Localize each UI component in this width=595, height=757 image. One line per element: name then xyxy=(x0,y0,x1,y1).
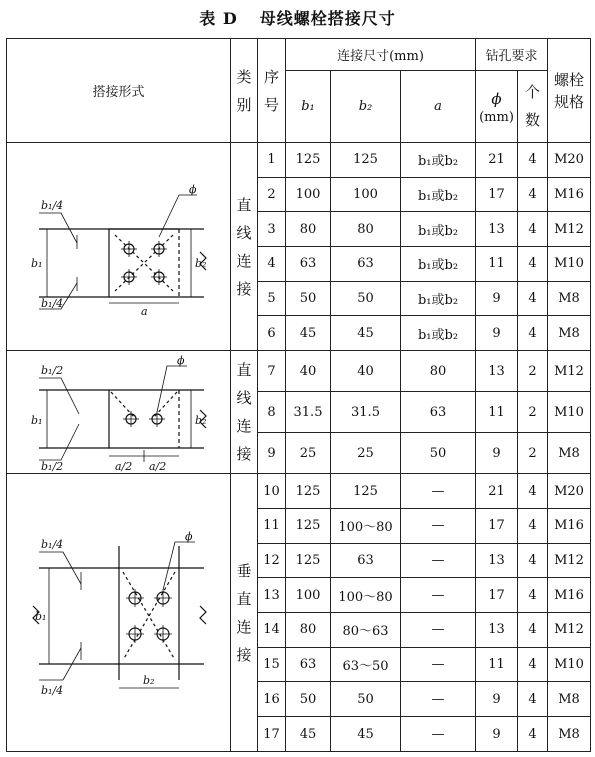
phi-cell: 9 xyxy=(476,682,518,717)
bolt-cell: M8 xyxy=(548,682,591,717)
a-cell: — xyxy=(401,717,476,752)
svg-text:b₂: b₂ xyxy=(194,256,206,270)
a-cell: b₁或b₂ xyxy=(401,247,476,282)
count-cell: 4 xyxy=(518,247,548,282)
busbar-bolt-table xyxy=(6,38,591,752)
b2-cell: 45 xyxy=(331,316,401,351)
b1-cell: 125 xyxy=(286,143,331,178)
bolt-cell: M16 xyxy=(548,509,591,544)
seq-cell: 5 xyxy=(258,281,286,316)
a-cell: 50 xyxy=(401,433,476,474)
svg-text:b₁: b₁ xyxy=(34,609,46,623)
svg-text:ϕ: ϕ xyxy=(188,182,196,196)
straight-joint-2-bolt-diagram xyxy=(19,352,219,472)
bolt-cell: M8 xyxy=(548,717,591,752)
bolt-cell: M8 xyxy=(548,281,591,316)
table-row xyxy=(7,143,591,178)
header-count: 个数 xyxy=(518,70,548,142)
svg-text:b₁/4: b₁/4 xyxy=(40,198,63,212)
seq-cell: 16 xyxy=(258,682,286,717)
bolt-cell: M12 xyxy=(548,613,591,648)
b1-cell: 63 xyxy=(286,647,331,682)
seq-cell: 4 xyxy=(258,247,286,282)
a-cell: b₁或b₂ xyxy=(401,212,476,247)
b2-cell: 50 xyxy=(331,682,401,717)
table-code: 表 D xyxy=(199,9,238,28)
category-cell: 垂直连接 xyxy=(231,474,258,752)
seq-cell: 12 xyxy=(258,543,286,578)
count-cell: 4 xyxy=(518,682,548,717)
seq-cell: 9 xyxy=(258,433,286,474)
b1-cell: 63 xyxy=(286,247,331,282)
count-cell: 2 xyxy=(518,433,548,474)
count-cell: 4 xyxy=(518,474,548,509)
b1-cell: 25 xyxy=(286,433,331,474)
count-cell: 4 xyxy=(518,613,548,648)
seq-cell: 15 xyxy=(258,647,286,682)
count-cell: 4 xyxy=(518,143,548,178)
a-cell: — xyxy=(401,509,476,544)
svg-text:b₁/4: b₁/4 xyxy=(40,537,63,551)
svg-text:b₁/4: b₁/4 xyxy=(40,683,63,697)
b2-cell: 63 xyxy=(331,543,401,578)
phi-cell: 11 xyxy=(476,392,518,433)
b1-cell: 125 xyxy=(286,509,331,544)
b2-cell: 25 xyxy=(331,433,401,474)
count-cell: 4 xyxy=(518,316,548,351)
b2-cell: 80 xyxy=(331,212,401,247)
count-cell: 4 xyxy=(518,177,548,212)
b1-cell: 40 xyxy=(286,351,331,392)
phi-cell: 13 xyxy=(476,351,518,392)
a-cell: — xyxy=(401,543,476,578)
seq-cell: 3 xyxy=(258,212,286,247)
phi-cell: 17 xyxy=(476,509,518,544)
seq-cell: 11 xyxy=(258,509,286,544)
b2-cell: 100 xyxy=(331,177,401,212)
b1-cell: 45 xyxy=(286,316,331,351)
bolt-cell: M10 xyxy=(548,392,591,433)
b2-cell: 100～80 xyxy=(331,578,401,613)
bolt-cell: M10 xyxy=(548,247,591,282)
a-cell: — xyxy=(401,474,476,509)
b2-cell: 125 xyxy=(331,143,401,178)
perpendicular-joint-diagram xyxy=(19,528,219,698)
b1-cell: 100 xyxy=(286,177,331,212)
a-cell: b₁或b₂ xyxy=(401,143,476,178)
table-title xyxy=(0,6,595,29)
svg-text:a/2: a/2 xyxy=(148,460,166,473)
phi-cell: 11 xyxy=(476,647,518,682)
svg-text:a: a xyxy=(140,304,148,317)
bolt-cell: M20 xyxy=(548,474,591,509)
joint-diagram-cell xyxy=(7,351,231,474)
phi-cell: 9 xyxy=(476,281,518,316)
a-cell: — xyxy=(401,613,476,648)
b1-cell: 125 xyxy=(286,474,331,509)
b2-cell: 40 xyxy=(331,351,401,392)
phi-cell: 9 xyxy=(476,717,518,752)
b2-cell: 63～50 xyxy=(331,647,401,682)
header-form: 搭接形式 xyxy=(7,39,231,143)
phi-cell: 17 xyxy=(476,578,518,613)
b1-cell: 80 xyxy=(286,212,331,247)
header-category: 类别 xyxy=(231,39,258,143)
phi-cell: 11 xyxy=(476,247,518,282)
b2-cell: 31.5 xyxy=(331,392,401,433)
header-drill: 钻孔要求 xyxy=(476,39,548,71)
header-phi: ϕ (mm) xyxy=(476,70,518,142)
phi-cell: 13 xyxy=(476,212,518,247)
count-cell: 2 xyxy=(518,392,548,433)
bolt-cell: M10 xyxy=(548,647,591,682)
header-bolt: 螺栓规格 xyxy=(548,39,591,143)
a-cell: — xyxy=(401,682,476,717)
header-b1: b₁ xyxy=(286,70,331,142)
a-cell: — xyxy=(401,578,476,613)
b2-cell: 100～80 xyxy=(331,509,401,544)
phi-cell: 21 xyxy=(476,143,518,178)
seq-cell: 2 xyxy=(258,177,286,212)
seq-cell: 6 xyxy=(258,316,286,351)
seq-cell: 8 xyxy=(258,392,286,433)
svg-text:ϕ: ϕ xyxy=(176,354,184,368)
b1-cell: 50 xyxy=(286,682,331,717)
count-cell: 4 xyxy=(518,212,548,247)
bolt-cell: M12 xyxy=(548,543,591,578)
bolt-cell: M16 xyxy=(548,578,591,613)
header-a: a xyxy=(401,70,476,142)
count-cell: 4 xyxy=(518,647,548,682)
seq-cell: 14 xyxy=(258,613,286,648)
b1-cell: 31.5 xyxy=(286,392,331,433)
seq-cell: 1 xyxy=(258,143,286,178)
a-cell: 80 xyxy=(401,351,476,392)
seq-cell: 17 xyxy=(258,717,286,752)
svg-text:b₁: b₁ xyxy=(30,414,42,428)
joint-diagram-cell xyxy=(7,143,231,351)
count-cell: 4 xyxy=(518,281,548,316)
count-cell: 2 xyxy=(518,351,548,392)
phi-cell: 17 xyxy=(476,177,518,212)
bolt-cell: M12 xyxy=(548,351,591,392)
svg-text:b₁/2: b₁/2 xyxy=(40,364,63,378)
seq-cell: 7 xyxy=(258,351,286,392)
count-cell: 4 xyxy=(518,543,548,578)
phi-cell: 13 xyxy=(476,543,518,578)
svg-text:b₂: b₂ xyxy=(194,414,206,428)
svg-text:b₁/4: b₁/4 xyxy=(40,296,63,310)
bolt-cell: M8 xyxy=(548,316,591,351)
table-row xyxy=(7,474,591,509)
bolt-cell: M8 xyxy=(548,433,591,474)
b2-cell: 63 xyxy=(331,247,401,282)
svg-text:b₁: b₁ xyxy=(30,256,42,270)
b2-cell: 125 xyxy=(331,474,401,509)
b2-cell: 45 xyxy=(331,717,401,752)
bolt-cell: M20 xyxy=(548,143,591,178)
a-cell: — xyxy=(401,647,476,682)
seq-cell: 10 xyxy=(258,474,286,509)
phi-cell: 9 xyxy=(476,316,518,351)
b1-cell: 80 xyxy=(286,613,331,648)
table-row xyxy=(7,351,591,392)
a-cell: b₁或b₂ xyxy=(401,281,476,316)
bolt-cell: M16 xyxy=(548,177,591,212)
phi-cell: 13 xyxy=(476,613,518,648)
svg-text:b₂: b₂ xyxy=(142,673,154,687)
category-cell: 直线连接 xyxy=(231,143,258,351)
count-cell: 4 xyxy=(518,509,548,544)
a-cell: b₁或b₂ xyxy=(401,316,476,351)
count-cell: 4 xyxy=(518,717,548,752)
svg-text:ϕ: ϕ xyxy=(184,529,192,543)
straight-joint-4-bolt-diagram xyxy=(19,177,219,317)
b2-cell: 50 xyxy=(331,281,401,316)
count-cell: 4 xyxy=(518,578,548,613)
a-cell: b₁或b₂ xyxy=(401,177,476,212)
a-cell: 63 xyxy=(401,392,476,433)
header-seq: 序号 xyxy=(258,39,286,143)
phi-cell: 21 xyxy=(476,474,518,509)
b1-cell: 100 xyxy=(286,578,331,613)
category-cell: 直线连接 xyxy=(231,351,258,474)
b2-cell: 80～63 xyxy=(331,613,401,648)
bolt-cell: M12 xyxy=(548,212,591,247)
header-b2: b₂ xyxy=(331,70,401,142)
b1-cell: 45 xyxy=(286,717,331,752)
svg-text:b₁/2: b₁/2 xyxy=(40,460,63,473)
b1-cell: 125 xyxy=(286,543,331,578)
seq-cell: 13 xyxy=(258,578,286,613)
phi-cell: 9 xyxy=(476,433,518,474)
svg-text:a/2: a/2 xyxy=(114,460,132,473)
joint-diagram-cell xyxy=(7,474,231,752)
b1-cell: 50 xyxy=(286,281,331,316)
header-dims: 连接尺寸(mm) xyxy=(286,39,476,71)
table-caption: 母线螺栓搭接尺寸 xyxy=(259,9,396,28)
